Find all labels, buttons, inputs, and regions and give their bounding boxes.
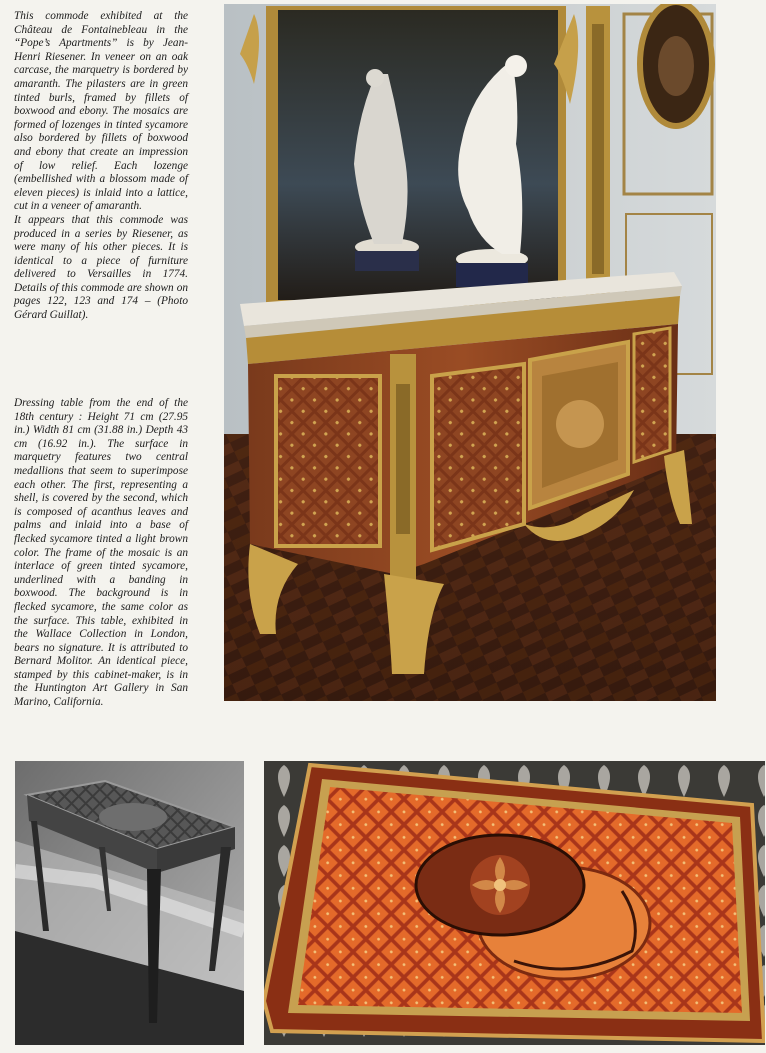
dressing-table-top-photo — [264, 761, 765, 1045]
dressing-table-caption — [14, 397, 188, 710]
commode-photo — [224, 4, 716, 701]
commode-caption-paragraph-2: It appears that this commode was produced in a series by Riesener, as were many of his other pieces. It is identical to a piece of furniture delivered to Versailles in 1774. Details of this commode are shown on pages 122, 123 and 174 – (Photo Gérard Guillat). — [14, 213, 188, 322]
commode-caption-paragraph-1: This commode exhibited at the Château de Fontainebleau in the “Pope’s Apartments” is by Jean-Henri Riesener. In veneer on an oak carcase, the marquetry is bordered by amaranth. The pilasters are in green tinted burls, framed by fillets of boxwood and ebony. The mosaics are formed of lozenges in tinted sycamore also bordered by fillets of boxwood and ebony that create an impression of low relief. Each lozenge (embellished with a blossom made of eleven pieces) is inlaid into a lattice, cut in a veneer of amaranth. — [14, 10, 188, 213]
dressing-table-top-illustration — [264, 761, 765, 1045]
commode-caption — [14, 10, 188, 323]
commode-illustration — [224, 4, 716, 701]
dressing-table-bw-illustration — [15, 761, 244, 1045]
dressing-table-caption-text: Dressing table from the end of the 18th century : Height 71 cm (27.95 in.) Width 81 cm (31.88 in.) Depth 43 cm (16.92 in.). The surface in marquetry features two central medallions that seem to superimpose each other. The first, representing a shell, is covered by the second, which is composed of acanthus leaves and palms and inlaid into a base of flecked sycamore tinted a light brown color. The frame of the mosaic is an interlace of green tinted sycamore, underlined with a banding in boxwood. The background is in flecked sycamore, the same color as the surface. This table, exhibited in the Wallace Collection in London, bears no signature. It is attributed to Bernard Molitor. An identical piece, stamped by this cabinet-maker, is in the Huntington Art Gallery in San Marino, California. — [14, 397, 188, 709]
dressing-table-bw-photo — [15, 761, 244, 1045]
